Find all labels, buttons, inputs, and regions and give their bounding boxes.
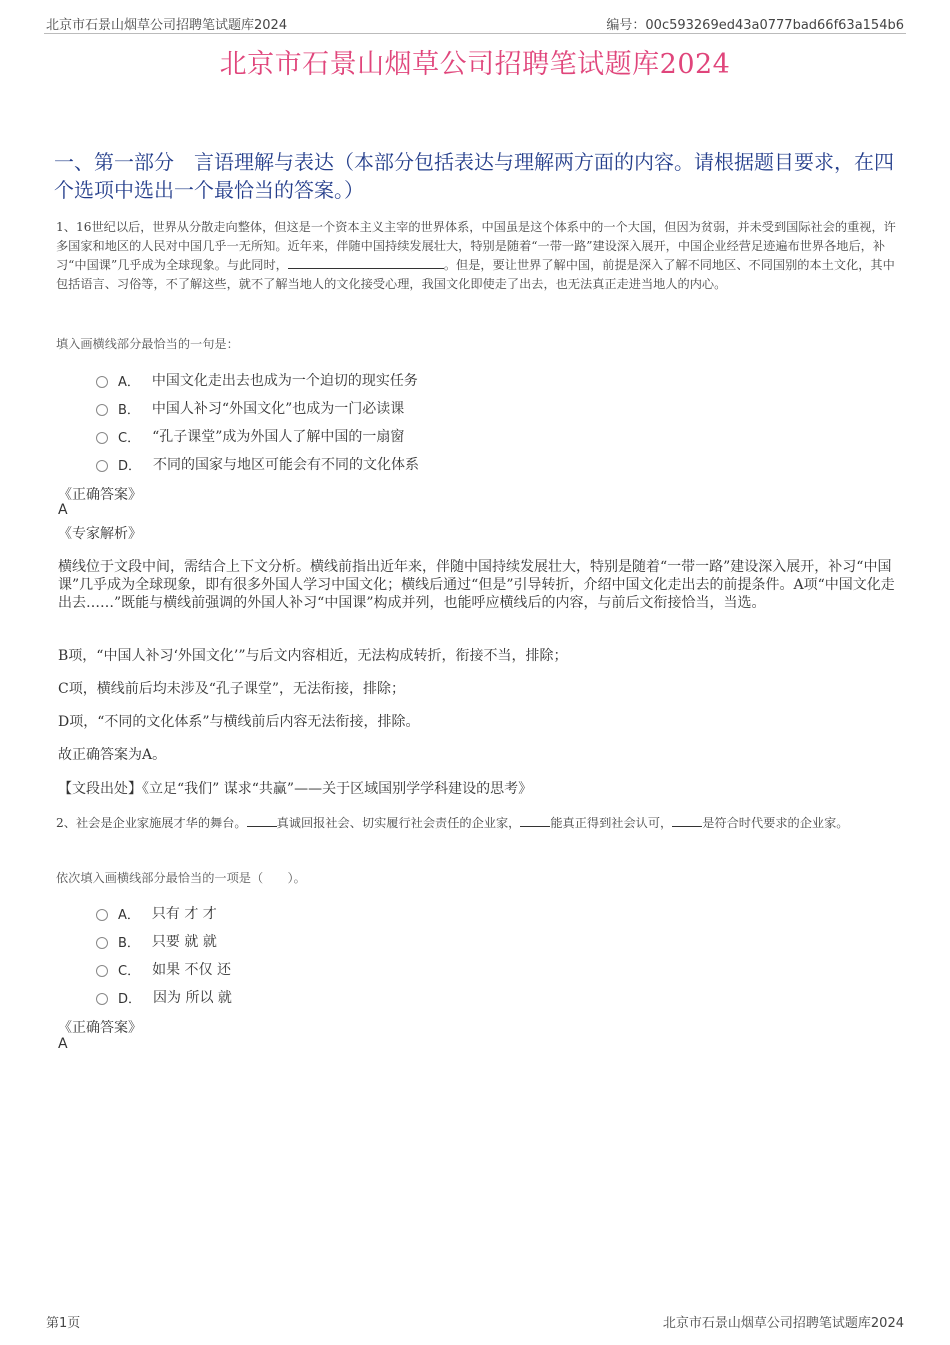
q2-option-c[interactable] [96,959,231,979]
option-text: 不同的国家与地区可能会有不同的文化体系 [153,457,420,473]
radio-icon[interactable] [96,993,108,1005]
question-2-text [56,814,898,833]
option-label: B． [118,402,140,418]
answer-value: A [58,502,68,518]
answer-value: A [58,1036,68,1052]
question-2-part-3: 能真正得到社会认可， [550,816,673,830]
radio-icon[interactable] [96,404,108,416]
option-label: A． [118,374,140,390]
analysis-option-d: D项，“不同的文化体系”与横线前后内容无法衔接，排除。 [58,714,420,730]
analysis-heading: 《专家解析》 [58,526,142,542]
analysis-paragraph: 横线位于文段中间，需结合上下文分析。横线前指出近年来，伴随中国持续发展壮大，特别是随着“一带一路”建设深入展开，补习“中国课”几乎成为全球现象，即有很多外国人学习中国文化；横线后通过“但是”引导转折，介绍中国文化走出去的前提条件。A项“中国文化走出去……”既能与横线前强调的外国人补习“中国课”构成并列，也能呼应横线后的内容，与前后文衔接恰当，当选。 [58,559,895,611]
radio-icon[interactable] [96,432,108,444]
option-label: D． [118,991,142,1007]
answer-heading: 《正确答案》 [58,487,142,503]
q2-option-b[interactable] [96,931,217,951]
question-1-text-b: 。但是，要让世界了解中国，前提是深入了解不同地区、不同国别的本土文化，其中包括语言、习俗等，不了解这些，就不了解当地人的文化接受心理，我国文化即使走了出去，也无法真正走进当地人的内心。 [56,258,895,291]
q1-option-a[interactable] [96,370,418,390]
blank-line [672,814,702,827]
analysis-option-b: B项，“中国人补习‘外国文化’”与后文内容相近，无法构成转折，衔接不当，排除； [58,648,568,664]
option-label: C． [118,963,141,979]
option-text: 如果 不仅 还 [152,962,231,978]
q1-option-d[interactable] [96,454,419,474]
option-text: 因为 所以 就 [153,990,232,1006]
option-text: 只有 才 才 [151,906,217,922]
option-label: B． [118,935,140,951]
option-text: 中国文化走出去也成为一个迫切的现实任务 [151,373,418,389]
header-serial: 编号：00c593269ed43a0777bad66f63a154b6 [606,18,904,33]
option-text: 只要 就 就 [151,934,217,950]
analysis-option-c: C项，横线前后均未涉及“孔子课堂”，无法衔接，排除； [58,681,406,697]
footer-title: 北京市石景山烟草公司招聘笔试题库2024 [662,1316,904,1331]
blank-line [247,814,277,827]
radio-icon[interactable] [96,937,108,949]
page-number: 第1页 [46,1316,81,1331]
question-1-prompt: 填入画横线部分最恰当的一句是： [56,337,239,351]
question-1-text-a: 1、16世纪以后，世界从分散走向整体，但这是一个资本主义主宰的世界体系，中国虽是这个体系中的一个大国，但因为贫弱，并未受到国际社会的重视，许多国家和地区的人民对中国几乎一无所知。近年来，伴随中国持续发展壮大，特别是随着“一带一路”建设深入展开，中国企业经营足迹遍布世界各地后，补习“中国课”几乎成为全球现象。与此同时， [56,220,896,272]
radio-icon[interactable] [96,965,108,977]
header-left: 北京市石景山烟草公司招聘笔试题库2024 [46,18,288,33]
question-2-prompt: 依次填入画横线部分最恰当的一项是（ ）。 [56,871,306,885]
question-1-text [56,218,898,294]
radio-icon[interactable] [96,376,108,388]
question-2-part-4: 是符合时代要求的企业家。 [702,816,849,830]
option-label: C． [118,430,141,446]
option-label: A． [118,907,140,923]
question-2-part-2: 真诚回报社会、切实履行社会责任的企业家， [276,816,521,830]
source-citation: 【文段出处】《立足“我们” 谋求“共赢”——关于区域国别学学科建设的思考》 [58,781,533,797]
blank-line [520,814,550,827]
question-2-part-1: 2、社会是企业家施展才华的舞台。 [56,816,247,830]
q1-option-b[interactable] [96,398,404,418]
header-divider [44,33,906,34]
option-label: D． [118,458,142,474]
page-title: 北京市石景山烟草公司招聘笔试题库2024 [219,49,731,80]
q2-option-d[interactable] [96,987,232,1007]
q2-option-a[interactable] [96,903,217,923]
blank-line [288,256,444,269]
radio-icon[interactable] [96,909,108,921]
radio-icon[interactable] [96,460,108,472]
option-text: 中国人补习“外国文化”也成为一门必读课 [151,401,405,417]
option-text: “孔子课堂”成为外国人了解中国的一扇窗 [152,429,405,445]
q1-option-c[interactable] [96,426,404,446]
section-heading: 一、第一部分 言语理解与表达（本部分包括表达与理解两方面的内容。请根据题目要求，在四个选项中选出一个最恰当的答案。） [54,150,894,202]
answer-heading: 《正确答案》 [58,1020,142,1036]
analysis-conclusion: 故正确答案为A。 [58,747,167,763]
